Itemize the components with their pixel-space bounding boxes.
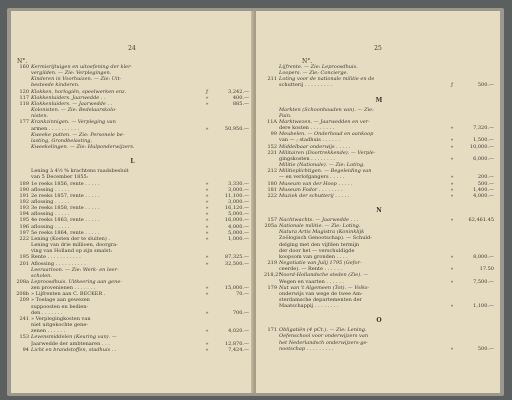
entry-amount: 500.— xyxy=(477,82,494,89)
index-entry xyxy=(264,193,494,199)
entry-description: ving van Holland op zijn smalst: xyxy=(31,248,113,255)
currency-sign: » xyxy=(205,180,209,187)
entry-amount: 1,100.— xyxy=(473,303,494,310)
currency-sign: » xyxy=(205,94,209,101)
entry-amount: 7,424.— xyxy=(228,346,249,353)
entry-number: 181 xyxy=(267,186,277,193)
entry-description: Oefenschool voor onderwijzers van xyxy=(279,333,369,340)
entry-description: Rente . . . . . . . . . . . xyxy=(31,254,81,261)
entry-description: Nut van 't Algemeen (Tot). — Volks- xyxy=(279,284,370,291)
currency-sign: » xyxy=(450,345,454,352)
column-head: N°. xyxy=(17,58,28,65)
entry-number: 201 xyxy=(19,260,29,267)
entry-description: sterdamsche departementen der xyxy=(279,297,362,303)
entry-number: 11A xyxy=(267,118,277,125)
entry-amount: 70.— xyxy=(236,291,249,298)
entry-description: Militieplichtigen. — Begeleiding van xyxy=(279,168,372,175)
entry-description: 1e reeks 1856, rente . . . . . xyxy=(31,180,100,187)
entry-description: Licht en brandstoffen, stadhuis . . xyxy=(31,346,117,353)
currency-sign: » xyxy=(450,180,454,187)
entry-number xyxy=(16,144,31,150)
entry-amount xyxy=(211,144,249,150)
entry-description: Natura Artis Magistra (Koninklijk xyxy=(279,229,365,236)
entry-amount: 4,000.— xyxy=(228,223,249,230)
entry-number: 120 xyxy=(19,88,29,95)
entry-description: niet uitgekochte gene- xyxy=(31,322,89,329)
entry-description: zen provenienen . . . . . . . xyxy=(31,285,96,292)
entry-number xyxy=(264,346,279,352)
index-entry xyxy=(264,346,494,352)
entry-description: delging met den vijfden termijn xyxy=(279,241,360,248)
entry-amount: 3,330.— xyxy=(228,180,249,187)
currency-sign: » xyxy=(205,198,209,205)
entry-amount: 11,100.— xyxy=(224,192,249,199)
entry-amount: 62,461.45 xyxy=(468,216,494,223)
section-letter: N xyxy=(376,206,382,214)
entry-description: Levensmiddelen (Keuring van). — xyxy=(31,334,117,341)
entry-description: Krankzinnigen. — Verpleging van xyxy=(31,119,116,126)
entry-description: Lening van drie millioen, doorgra- xyxy=(31,242,118,249)
page-number: 24 xyxy=(128,45,136,52)
entry-amount: 17.50 xyxy=(479,266,494,273)
entry-description: Pain. xyxy=(279,112,292,119)
currency-sign: » xyxy=(205,235,209,242)
currency-sign: » xyxy=(205,328,209,335)
entry-number: 218,2° xyxy=(264,272,281,279)
entry-number: 195 xyxy=(19,254,29,261)
entry-description: — en verlofgangers . . . . . xyxy=(279,174,345,181)
entry-number: 189 xyxy=(19,180,29,187)
currency-sign: » xyxy=(450,143,454,150)
entry-description: besteede kinderen. xyxy=(31,82,80,89)
entry-amount: 1,400.— xyxy=(473,186,494,193)
entry-number: 222 xyxy=(267,192,277,199)
entry-description: Museum Fodor . . . . . . . . xyxy=(279,186,343,193)
section-letter: M xyxy=(375,96,383,104)
currency-sign: » xyxy=(450,278,454,285)
entry-amount: 5,000.— xyxy=(228,211,249,218)
column-head: N°. xyxy=(302,58,313,65)
entry-number: 152 xyxy=(267,143,277,150)
entry-description: Meubelen. — Onderhoud en aankoop xyxy=(279,131,374,138)
entry-description: Loting voor de nationale militie en de xyxy=(279,76,375,83)
entry-number: 196 xyxy=(19,223,29,230)
entry-amount: 1,000.— xyxy=(228,235,249,242)
entry-description: » Toelage aan gewezen xyxy=(31,297,90,304)
entry-number: 208b xyxy=(16,291,29,298)
entry-description: den . . . . . . . xyxy=(31,309,63,316)
currency-sign: » xyxy=(450,155,454,162)
entry-description: 5e reeks 1864, rente . . . . . xyxy=(31,229,100,236)
entry-number: 157 xyxy=(267,216,277,223)
entry-description: onderwijs van wege de twee Am- xyxy=(279,290,363,297)
entry-number: 117 xyxy=(19,94,29,101)
entry-number: 212 xyxy=(267,168,277,175)
entry-description: dere kosten . . . . . . . . xyxy=(279,125,335,132)
entry-description: het Nederlandsch onderwijzers-ge- xyxy=(279,339,369,346)
entry-amount: 3,000.— xyxy=(228,186,249,193)
entry-amount: 8,000.— xyxy=(473,253,494,260)
entry-description: 2e reeks 1857, rente . . . . . xyxy=(31,192,100,199)
entry-description: Kweekelingen. — Zie: Hulponderwijzers. xyxy=(31,144,135,151)
currency-sign: » xyxy=(205,192,209,199)
index-entry xyxy=(264,82,494,88)
entry-description: 4e reeks 1863, rente . . . . . xyxy=(31,217,100,224)
entry-amount: 3,242.— xyxy=(228,88,249,95)
entry-description: Nachtwachts. — Jaarwedde . . . xyxy=(279,216,359,223)
entry-description: Markten (Schoonhouden van). — Zie: xyxy=(279,106,374,113)
book-spread xyxy=(7,8,504,396)
entry-amount: 700.— xyxy=(232,309,249,316)
entry-amount: 1,500.— xyxy=(473,137,494,144)
entry-description: Kermisrijtuigen en uitoefening der kler- xyxy=(31,64,133,70)
entry-description: lasting, Grondbelasting. xyxy=(31,137,93,144)
currency-sign: » xyxy=(205,229,209,236)
currency-sign: » xyxy=(205,260,209,267)
entry-description: Muziek der schutterij . . . . . xyxy=(279,192,350,199)
entry-number: 160 xyxy=(19,64,29,70)
entry-description: Kweeke putten. — Zie: Personele be- xyxy=(31,131,125,138)
entry-number xyxy=(264,303,279,309)
entry-description: Leeraarloon. — Zie: Werk- en leer- xyxy=(31,266,119,273)
entry-description: » Verplegingkosten van xyxy=(31,315,91,322)
currency-sign: » xyxy=(450,125,454,132)
entry-description: Aflossing . . . . . . . . . . xyxy=(31,260,86,267)
entry-description: Zoölogisch Genootschap). — Schuld- xyxy=(279,235,372,242)
entry-number: 195 xyxy=(19,217,29,224)
currency-sign xyxy=(203,144,211,150)
currency-sign: » xyxy=(205,217,209,224)
entry-description: nootschap . . . . . . . . . xyxy=(279,345,334,352)
entry-description: Maatschappij . . . . . . . . xyxy=(279,303,339,310)
currency-sign: ƒ xyxy=(206,88,208,95)
entry-description: nisten. xyxy=(31,113,49,120)
entry-description: Lening (Kosten der te sluiten) . xyxy=(31,235,111,242)
entry-number: 180 xyxy=(267,180,277,187)
entry-amount: 12,870.— xyxy=(224,340,249,347)
entry-amount: 400.— xyxy=(232,94,249,101)
entry-amount: 885.— xyxy=(232,100,249,107)
entry-description: Obligatiën (4 pCt.). — Zie: Lening. xyxy=(279,327,367,334)
entry-description: Militie (Nationale). — Zie: Loting. xyxy=(279,162,365,169)
currency-sign: » xyxy=(205,186,209,193)
entry-description: Klokkenluiders. — Jaarwedde . . xyxy=(31,100,113,107)
index-entry xyxy=(264,303,494,309)
entry-number: 211 xyxy=(267,76,277,83)
entry-amount: 5,000.— xyxy=(228,229,249,236)
currency-sign: » xyxy=(450,216,454,223)
entry-amount: 3,000.— xyxy=(228,198,249,205)
currency-sign: » xyxy=(450,174,454,181)
entry-amount: 50,950.— xyxy=(224,125,249,132)
entry-description: Middelbaar onderwijs . . . . . xyxy=(279,143,351,150)
entry-description: ceerde). — Rente . . . . . . xyxy=(279,266,342,273)
entry-description: » Lijfrenten aan C. BECKER . xyxy=(31,291,106,298)
entry-number: 194 xyxy=(19,211,29,218)
page-number: 25 xyxy=(374,45,382,52)
entry-description: Negotiatie van Julij 1795 (Gefor- xyxy=(279,260,362,267)
entry-description: Museum van der Hoop . . . . . xyxy=(279,180,353,187)
entry-description: van 5 December 1855: xyxy=(31,174,89,181)
entry-description: Marktwezen. — Jaarwedden en ver- xyxy=(279,118,370,125)
entry-description: Lijfrente. — Zie: Leproosdhuis. xyxy=(279,64,358,70)
entry-number: 191 xyxy=(19,192,29,199)
entry-amount: 4,020.— xyxy=(228,328,249,335)
entry-number: 205a xyxy=(264,223,277,230)
index-entry xyxy=(16,347,249,353)
entry-number: 219 xyxy=(267,260,277,267)
entry-description: Nationale militie. — Zie: Loting. xyxy=(279,223,361,230)
entry-description: Leproosdhuis. Uitkeering aan gene- xyxy=(31,279,123,285)
entry-description: Kinderen in Voorhuizen. — Zie: Uit- xyxy=(31,76,122,83)
entry-number: 193 xyxy=(19,205,29,212)
index-entries xyxy=(16,64,249,353)
entry-amount: 7,320.— xyxy=(473,125,494,132)
entry-number: 179 xyxy=(267,284,277,291)
currency-sign: » xyxy=(205,291,209,298)
entry-number: 153 xyxy=(19,334,29,341)
entry-amount: 4,000.— xyxy=(473,192,494,199)
entry-description: Kolonisten. — Zie: Bedelaarskolo- xyxy=(31,107,117,114)
entry-amount: 16,120.— xyxy=(224,205,249,212)
entry-number: 197 xyxy=(19,229,29,236)
entry-amount: 10,000.— xyxy=(469,143,494,150)
entry-description: Lening à 4½ % krachtens raadsbesluit xyxy=(31,168,129,175)
entry-description: Jaarwedde der ambtenaren . . . xyxy=(31,340,110,347)
currency-sign: » xyxy=(450,137,454,144)
currency-sign: » xyxy=(205,309,209,316)
entry-number: 118 xyxy=(19,100,29,107)
currency-sign: » xyxy=(205,346,209,353)
currency-sign: ƒ xyxy=(451,82,453,89)
entry-description: zenen . . . . . . xyxy=(31,328,66,335)
index-entries xyxy=(264,64,494,352)
left-page xyxy=(11,11,253,393)
entry-description: aflossing . . . . . xyxy=(31,198,70,205)
entry-description: Klokken, horlogiën, speelwerken enz. xyxy=(31,88,127,95)
entry-description: koopsom van gronden . . . . xyxy=(279,253,348,260)
entry-description: gingskosten . . . . . . . . xyxy=(279,155,336,162)
currency-sign: » xyxy=(205,211,209,218)
section-letter: L xyxy=(130,158,135,166)
entry-description: van — ; stadhuis . . . . . . xyxy=(279,137,340,144)
entry-number: 192 xyxy=(19,198,29,205)
entry-number: 190 xyxy=(19,186,29,193)
entry-description: aflossing . . . . . xyxy=(31,211,70,218)
entry-number: 241 xyxy=(19,315,29,322)
entry-number: 171 xyxy=(267,327,277,334)
entry-number: 208a xyxy=(16,279,29,285)
currency-sign: » xyxy=(205,125,209,132)
entry-amount: 7,500.— xyxy=(473,278,494,285)
currency-sign: » xyxy=(450,192,454,199)
entry-description: Wegen en vaarten . . . . . . xyxy=(279,278,344,285)
currency-sign: » xyxy=(205,100,209,107)
entry-number xyxy=(264,82,279,88)
entry-number: 209 xyxy=(19,297,29,304)
entry-description: Klokkenluiders. Jaarwedde . . xyxy=(31,94,106,101)
currency-sign: » xyxy=(205,285,209,292)
entry-number: 231 xyxy=(267,149,277,156)
currency-sign: » xyxy=(450,303,454,310)
currency-sign: » xyxy=(205,340,209,347)
entry-description: armen . . . . . . . . . . xyxy=(31,125,80,132)
entry-amount: 500.— xyxy=(477,345,494,352)
entry-description: aflossing . . . . . xyxy=(31,186,70,193)
right-page xyxy=(256,11,500,393)
currency-sign: » xyxy=(205,254,209,261)
entry-amount: 87,325.— xyxy=(224,254,249,261)
entry-amount: 16,000.— xyxy=(224,217,249,224)
entry-description: suppoosten en bedien- xyxy=(31,303,89,310)
currency-sign: » xyxy=(450,186,454,193)
entry-number: 99 xyxy=(270,131,277,138)
entry-number: 222 xyxy=(19,235,29,242)
currency-sign: » xyxy=(450,253,454,260)
entry-amount: 200.— xyxy=(477,174,494,181)
section-letter: O xyxy=(376,317,382,325)
entry-amount: 500.— xyxy=(477,180,494,187)
entry-description: aflossing . . . . . xyxy=(31,223,70,230)
entry-amount: 6,000.— xyxy=(473,155,494,162)
entry-amount: 32,500.— xyxy=(224,260,249,267)
currency-sign: » xyxy=(205,205,209,212)
entry-amount: 15,000.— xyxy=(224,285,249,292)
entry-description: Militairen (Doortrekkende). — Verple- xyxy=(279,149,376,156)
entry-description: scholen. xyxy=(31,272,52,279)
entry-description: vergilden. — Zie: Verplegingen. xyxy=(31,70,112,77)
currency-sign: » xyxy=(450,266,454,273)
entry-description: Noord-Hollandsche steden (Zie). — xyxy=(279,272,369,279)
index-entry xyxy=(16,144,249,150)
entry-description: der door het — verschuldigde xyxy=(279,247,355,254)
entry-description: 3e reeks 1858, rente . . . . . xyxy=(31,205,100,212)
currency-sign: » xyxy=(205,223,209,230)
entry-number: 177 xyxy=(19,119,29,126)
entry-description: schutterij . . . . . . . . . xyxy=(279,82,332,89)
entry-number: 94 xyxy=(22,346,29,353)
entry-description: Loopers. — Zie: Concierge. xyxy=(279,70,349,77)
